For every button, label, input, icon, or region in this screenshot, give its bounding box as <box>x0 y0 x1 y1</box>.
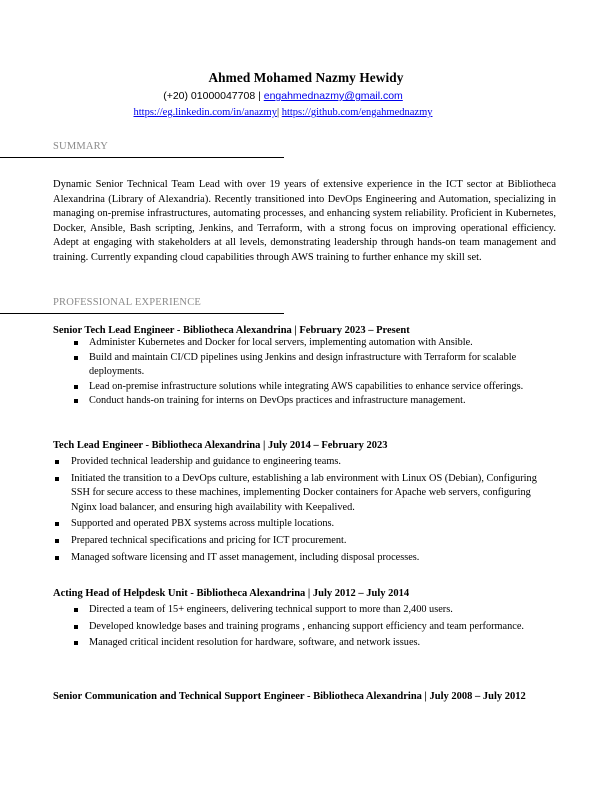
square-bullet-icon <box>55 522 59 526</box>
experience-divider <box>0 313 284 314</box>
experience-heading: PROFESSIONAL EXPERIENCE <box>53 297 202 308</box>
candidate-name: Ahmed Mohamed Nazmy Hewidy <box>208 70 404 85</box>
linkedin-link[interactable]: https://eg.linkedin.com/in/anazmy <box>133 107 277 118</box>
profile-links <box>0 107 566 118</box>
square-bullet-icon <box>55 539 59 543</box>
list-item: Managed critical incident resolution for hardware, software, and network issues. <box>89 636 551 651</box>
list-item: Developed knowledge bases and training programs , enhancing support efficiency and team performance. <box>89 620 551 635</box>
list-item: Provided technical leadership and guidance to engineering teams. <box>71 455 555 470</box>
phone-number: (+20) 01000047708 <box>163 90 256 102</box>
job-title-tech-lead: Tech Lead Engineer - Bibliotheca Alexandrina | July 2014 – February 2023 <box>53 440 388 451</box>
job-title-senior-communication-support: Senior Communication and Technical Support Engineer - Bibliotheca Alexandrina | July 2008 – July 2012 <box>53 691 526 702</box>
summary-heading: SUMMARY <box>53 141 109 152</box>
job-bullets-tech-lead <box>71 455 555 565</box>
list-item: Conduct hands-on training for interns on DevOps practices and infrastructure management. <box>89 394 551 409</box>
links-separator: | <box>276 107 282 118</box>
email-link[interactable]: engahmednazmy@gmail.com <box>263 90 403 102</box>
summary-text: Dynamic Senior Technical Team Lead with over 19 years of extensive experience in the ICT sector at Bibliotheca Alexandrina (Library of Alexandria). Recently transitioned into DevOps Engineering and Automation, specializing in managing on-premise infrastructures, automating processes, and enhancing system reliability. Proficient in Kubernetes, Docker, Ansible, Bash scripting, Jenkins, and Terraform, with a strong focus on improving operational efficiency. Adept at engaging with stakeholders at all levels, demonstrating leadership through hands-on team management and training. Currently expanding cloud capabilities through AWS training to further enhance my skill set. <box>53 179 556 263</box>
square-bullet-icon <box>74 385 78 389</box>
summary-divider <box>0 157 284 158</box>
contact-separator: | <box>255 90 264 102</box>
square-bullet-icon <box>55 460 59 464</box>
square-bullet-icon <box>74 341 78 345</box>
job-bullets-acting-head-helpdesk <box>89 603 551 651</box>
list-item: Supported and operated PBX systems across multiple locations. <box>71 517 555 532</box>
square-bullet-icon <box>74 625 78 629</box>
list-item: Lead on-premise infrastructure solutions while integrating AWS capabilities to enhance service offerings. <box>89 380 551 395</box>
job-title-acting-head-helpdesk: Acting Head of Helpdesk Unit - Bibliotheca Alexandrina | July 2012 – July 2014 <box>53 588 410 599</box>
contact-line <box>0 90 566 102</box>
list-item: Directed a team of 15+ engineers, delivering technical support to more than 2,400 users. <box>89 603 551 618</box>
list-item: Administer Kubernetes and Docker for local servers, implementing automation with Ansible. <box>89 336 551 351</box>
square-bullet-icon <box>74 641 78 645</box>
github-link[interactable]: https://github.com/engahmednazmy <box>281 107 433 118</box>
list-item: Managed software licensing and IT asset management, including disposal processes. <box>71 551 555 566</box>
square-bullet-icon <box>55 556 59 560</box>
list-item: Build and maintain CI/CD pipelines using Jenkins and design infrastructure with Terraform for scalable deployments. <box>89 351 551 380</box>
job-title-senior-tech-lead: Senior Tech Lead Engineer - Bibliotheca Alexandrina | February 2023 – Present <box>53 325 410 336</box>
square-bullet-icon <box>74 608 78 612</box>
square-bullet-icon <box>55 477 59 481</box>
job-bullets-senior-tech-lead <box>89 336 551 409</box>
list-item: Prepared technical specifications and pricing for ICT procurement. <box>71 534 555 549</box>
list-item: Initiated the transition to a DevOps culture, establishing a lab environment with Linux OS (Debian), Configuring SSH for secure access to these machines, implementing Docker containers for Apache web servers, configuring Nginx load balancer, and ensuring high availability with Keepalived. <box>71 472 555 516</box>
square-bullet-icon <box>74 399 78 403</box>
square-bullet-icon <box>74 356 78 360</box>
